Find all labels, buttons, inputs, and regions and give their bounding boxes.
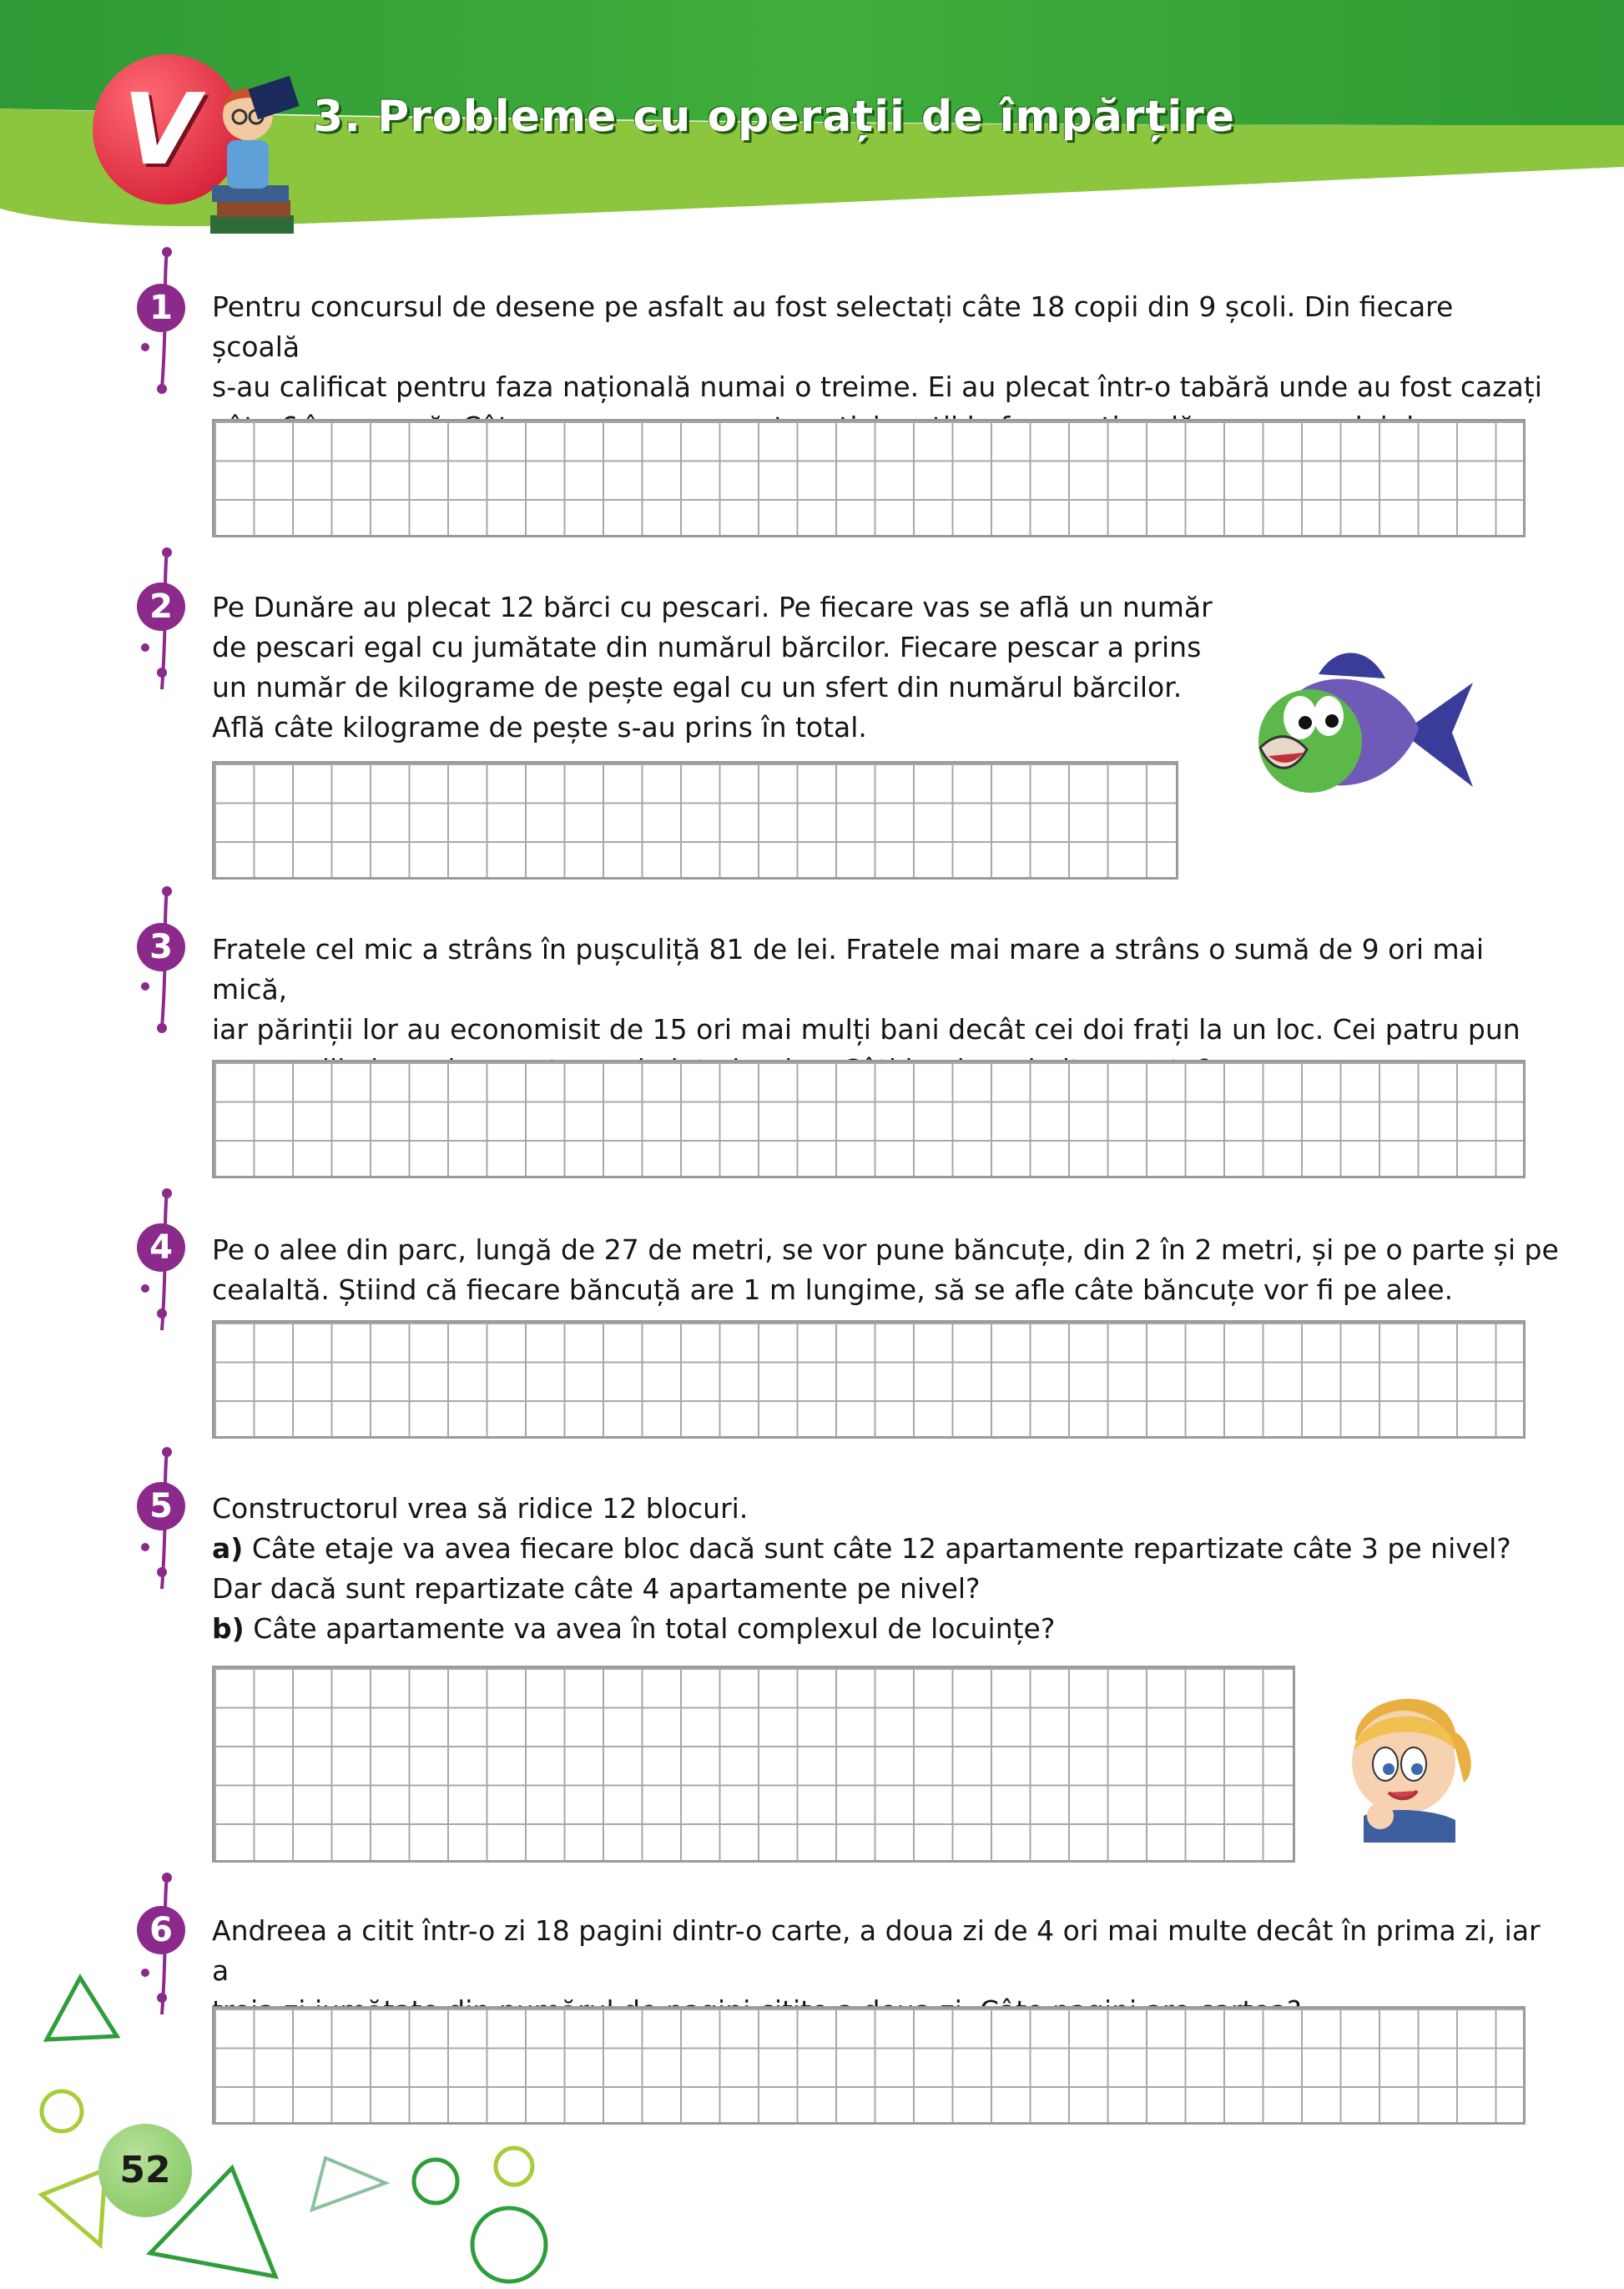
problem-line: Fratele cel mic a strâns în pușculiță 81 de lei. Fratele mai mare a strâns o sumă de 9 ori mai mică,	[212, 933, 1485, 1006]
problem-number: 3	[137, 923, 185, 971]
problem-number: 6	[137, 1906, 185, 1954]
problem-line: Pe Dunăre au plecat 12 bărci cu pescari. Pe fiecare vas se află un număr	[212, 591, 1213, 623]
subpoint-b-label: b)	[212, 1612, 245, 1645]
problem-line: iar părinții lor au economisit de 15 ori mai mulți bani decât cei doi frați la un loc. Cei patru pun	[212, 1013, 1521, 1046]
unit-letter: V	[123, 72, 199, 187]
problem-line: s-au calificat pentru faza națională numai o treime. Ei au plecat într-o tabără unde au fost cazați	[212, 371, 1542, 403]
subpoint-a-text: Câte etaje va avea fiecare bloc dacă sunt câte 12 apartamente repartizate câte 3 pe nivel?	[243, 1532, 1511, 1565]
problem-line: Constructorul vrea să ridice 12 blocuri.	[212, 1492, 749, 1525]
lesson-title: 3. Probleme cu operații de împărțire	[313, 92, 1236, 142]
problem-line: Află câte kilograme de pește s-au prins în total.	[212, 711, 867, 744]
problem-line-a	[212, 1529, 1597, 1569]
problem-text	[212, 587, 1213, 748]
problem-line: Andreea a citit într-o zi 18 pagini dintr-o carte, a doua zi de 4 ori mai multe decât în prima zi, iar a	[212, 1914, 1541, 1987]
answer-grid[interactable]	[212, 1666, 1295, 1863]
subpoint-a-label: a)	[212, 1532, 244, 1565]
problem-number: 2	[137, 582, 185, 631]
decorative-shapes	[0, 1944, 668, 2289]
answer-grid[interactable]	[212, 1320, 1526, 1439]
problem-text	[212, 1489, 1597, 1649]
problem-line-b	[212, 1609, 1597, 1649]
problem-number: 1	[137, 284, 185, 332]
problem-line: de pescari egal cu jumătate din numărul bărcilor. Fiecare pescar a prins	[212, 631, 1202, 663]
girl-illustration	[1330, 1682, 1475, 1843]
problem-line: Dar dacă sunt repartizate câte 4 apartamente pe nivel?	[212, 1572, 981, 1605]
problem-number: 4	[137, 1223, 185, 1272]
page-number: 52	[98, 2124, 192, 2217]
problem-line: Pentru concursul de desene pe asfalt au fost selectați câte 18 copii din 9 școli. Din fiecare școală	[212, 290, 1454, 363]
problem-text	[212, 1230, 1564, 1310]
answer-grid[interactable]	[212, 1060, 1526, 1178]
problem-line: un număr de kilograme de pește egal cu un sfert din numărul bărcilor.	[212, 671, 1183, 703]
problem-line: cealaltă. Știind că fiecare băncuță are 1 m lungime, să se afle câte băncuțe vor fi pe alee.	[212, 1273, 1454, 1306]
problem-number: 5	[137, 1482, 185, 1530]
subpoint-b-text: Câte apartamente va avea în total complexul de locuințe?	[244, 1612, 1056, 1645]
answer-grid[interactable]	[212, 761, 1178, 880]
answer-grid[interactable]	[212, 419, 1526, 537]
problem-line: Pe o alee din parc, lungă de 27 de metri, se vor pune băncuțe, din 2 în 2 metri, și pe o parte și pe	[212, 1233, 1559, 1266]
boy-reading-icon	[194, 57, 302, 240]
fish-illustration	[1227, 641, 1477, 824]
